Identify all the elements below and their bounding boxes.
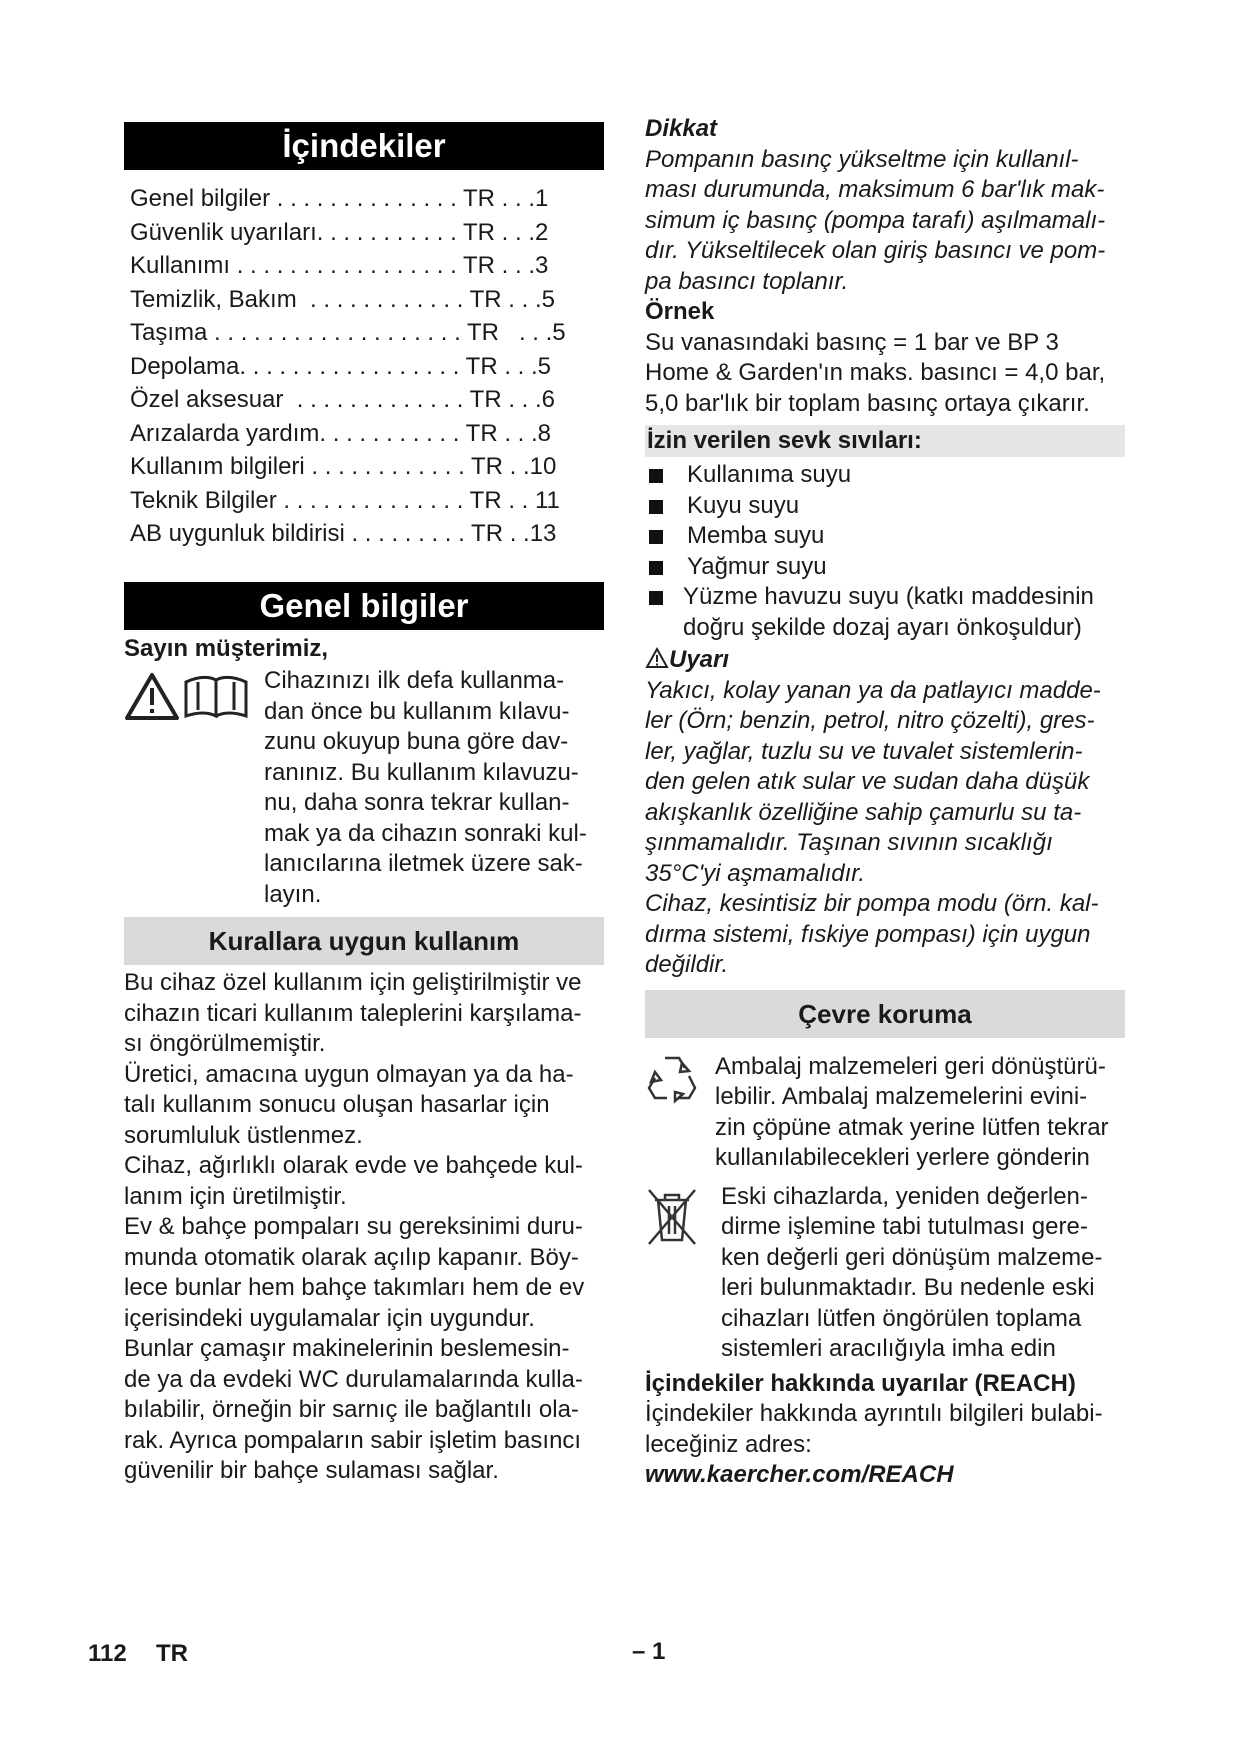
warning-line: değildir.	[645, 951, 729, 978]
proper-use-line: lanım için üretilmiştir.	[124, 1182, 347, 1210]
fluid-item-label: doğru şekilde dozaj ayarı önkoşuldur)	[683, 613, 1082, 641]
recycle-line: Ambalaj malzemeleri geri dönüştürü-	[715, 1052, 1106, 1080]
reach-url[interactable]: www.kaercher.com/REACH	[645, 1461, 954, 1488]
toc-entry: Özel aksesuar . . . . . . . . . . . . . TR . . .6	[130, 386, 556, 413]
proper-use-line: de ya da evdeki WC durulamalarında kulla-	[124, 1365, 583, 1393]
toc-entry: Güvenlik uyarıları. . . . . . . . . . . TR . . .2	[130, 218, 549, 246]
fluid-item	[645, 491, 1125, 522]
bullet-icon	[649, 530, 663, 544]
toc-entry: Taşıma . . . . . . . . . . . . . . . . . . . TR . . .5	[130, 319, 566, 346]
reach-text	[645, 1399, 1125, 1460]
warning-line: den gelen atık sular ve sudan daha düşük	[645, 768, 1090, 795]
table-of-contents	[124, 182, 604, 551]
bullet-icon	[649, 591, 663, 605]
toc-entry: Teknik Bilgiler . . . . . . . . . . . . . . TR . . 11	[130, 486, 560, 514]
fluid-item	[645, 521, 1125, 552]
warning-triangle-icon	[124, 672, 254, 722]
fluid-item	[645, 460, 1125, 491]
caution-line: dır. Yükseltilecek olan giriş basıncı ve pom-	[645, 237, 1106, 264]
warning-line: ler, yağlar, tuzlu su ve tuvalet sistemlerin-	[645, 737, 1083, 765]
example-line: 5,0 bar'lık bir toplam basınç ortaya çıkarır.	[645, 389, 1090, 417]
page-number: 112	[88, 1640, 127, 1667]
reach-line: İçindekiler hakkında ayrıntılı bilgileri bulabi-	[645, 1400, 1103, 1427]
weee-line: dirme işlemine tabi tutulması gere-	[721, 1213, 1088, 1240]
fluid-item-label: Yüzme havuzu suyu (katkı maddesinin	[683, 583, 1094, 610]
warning-line: ler (Örn; benzin, petrol, nitro çözelti), gres-	[645, 707, 1095, 734]
caution-title: Dikkat	[645, 115, 718, 142]
weee-line: ken değerli geri dönüşüm malzeme-	[721, 1243, 1103, 1271]
greeting: Sayın müşterimiz,	[124, 634, 329, 662]
right-column	[645, 114, 1125, 1491]
intro-line: lanıcılarına iletmek üzere sak-	[264, 850, 583, 877]
proper-use-line: bılabilir, örneğin bir sarnıç ile bağlantılı ola-	[124, 1396, 579, 1423]
bullet-icon	[649, 500, 663, 514]
recycle-line: zin çöpüne atmak yerine lütfen tekrar	[715, 1113, 1109, 1141]
fluids-list	[645, 460, 1125, 643]
toc-entry: Arızalarda yardım. . . . . . . . . . . TR . . .8	[130, 419, 552, 447]
toc-entry: AB uygunluk bildirisi . . . . . . . . . TR . .13	[130, 520, 557, 547]
warning-line: 35°C'yi aşmamalıdır.	[645, 859, 866, 887]
crossed-bin-icon	[645, 1186, 699, 1248]
caution-line: Pompanın basınç yükseltme için kullanıl-	[645, 145, 1079, 173]
warning-title: Uyarı	[669, 646, 730, 673]
fluid-item	[645, 552, 1125, 583]
warning-line: dırma sistemi, fıskiye pompası) için uygun	[645, 920, 1091, 948]
warning-line: Yakıcı, kolay yanan ya da patlayıcı madde-	[645, 676, 1101, 704]
section-page: – 1	[632, 1638, 666, 1665]
manual-book-icon	[186, 677, 246, 716]
intro-line: Cihazınızı ilk defa kullanma-	[264, 667, 565, 694]
caution-text	[645, 145, 1125, 298]
fluid-item	[645, 582, 1125, 643]
caution-line: simum iç basınç (pompa tarafı) aşılmamalı-	[645, 206, 1106, 234]
proper-use-title: Kurallara uygun kullanım	[124, 917, 604, 965]
recycle-notice	[645, 1052, 1125, 1174]
weee-notice	[645, 1182, 1125, 1365]
fluid-item-label: Kullanıma suyu	[687, 461, 852, 488]
caution-line: pa basıncı toplanır.	[645, 267, 849, 295]
intro-line: nu, daha sonra tekrar kullan-	[264, 789, 570, 816]
proper-use-line: rak. Ayrıca pompaların sabir işletim basıncı	[124, 1426, 582, 1454]
weee-text	[721, 1182, 1103, 1365]
proper-use-line: talı kullanım sonucu oluşan hasarlar için	[124, 1091, 550, 1118]
toc-title: İçindekiler	[124, 122, 604, 170]
proper-use-line: içerisindeki uygulamalar için uygundur.	[124, 1304, 535, 1332]
toc-entry: Kullanım bilgileri . . . . . . . . . . . . TR . .10	[130, 453, 557, 480]
proper-use-line: munda otomatik olarak açılıp kapanır. Böy-	[124, 1243, 579, 1271]
bullet-icon	[649, 561, 663, 575]
intro-line: mak ya da cihazın sonraki kul-	[264, 819, 587, 847]
fluid-item-label: Yağmur suyu	[687, 552, 827, 580]
toc-entry: Depolama. . . . . . . . . . . . . . . . . TR . . .5	[130, 352, 552, 380]
manual-notice	[124, 666, 604, 910]
toc-entry: Temizlik, Bakım . . . . . . . . . . . . TR . . .5	[130, 285, 555, 313]
warning-heading	[645, 645, 1125, 676]
caution-line: ması durumunda, maksimum 6 bar'lık mak-	[645, 176, 1105, 203]
recycle-text	[715, 1052, 1109, 1174]
environment-title: Çevre koruma	[645, 990, 1125, 1038]
bullet-icon	[649, 469, 663, 483]
proper-use-text	[124, 968, 604, 1487]
warning-text	[645, 676, 1125, 981]
read-manual-icons	[124, 666, 264, 910]
toc-entry: Genel bilgiler . . . . . . . . . . . . . . TR . . .1	[130, 185, 549, 212]
example-line: Su vanasındaki basınç = 1 bar ve BP 3	[645, 328, 1059, 356]
weee-line: cihazları lütfen öngörülen toplama	[721, 1304, 1082, 1332]
reach-line: leceğiniz adres:	[645, 1430, 812, 1458]
intro-line: zunu okuyup buna göre dav-	[264, 728, 569, 755]
toc-entry: Kullanımı . . . . . . . . . . . . . . . . . TR . . .3	[130, 252, 549, 279]
proper-use-line: Cihaz, ağırlıklı olarak evde ve bahçede kul-	[124, 1152, 583, 1179]
example-line: Home & Garden'ın maks. basıncı = 4,0 bar,	[645, 359, 1106, 386]
weee-line: leri bulunmaktadır. Bu nedenle eski	[721, 1274, 1095, 1301]
recycle-line: lebilir. Ambalaj malzemelerini evini-	[715, 1083, 1088, 1110]
proper-use-line: sı öngörülmemiştir.	[124, 1030, 326, 1057]
warning-icon	[645, 647, 669, 669]
weee-line: sistemleri aracılığıyla imha edin	[721, 1335, 1056, 1362]
intro-line: dan önce bu kullanım kılavu-	[264, 697, 570, 725]
language-code: TR	[156, 1640, 188, 1667]
fluids-title: İzin verilen sevk sıvıları:	[645, 425, 1125, 457]
left-column	[124, 122, 604, 1487]
intro-text	[264, 666, 587, 910]
proper-use-line: Bunlar çamaşır makinelerinin beslemesin-	[124, 1335, 570, 1362]
weee-line: Eski cihazlarda, yeniden değerlen-	[721, 1182, 1088, 1210]
proper-use-line: cihazın ticari kullanım taleplerini karşılama-	[124, 999, 582, 1027]
fluid-item-label: Memba suyu	[687, 522, 825, 549]
warning-line: akışkanlık özelliğine sahip çamurlu su ta-	[645, 798, 1082, 826]
proper-use-line: Üretici, amacına uygun olmayan ya da ha-	[124, 1060, 574, 1088]
proper-use-line: güvenilir bir bahçe sulaması sağlar.	[124, 1457, 499, 1484]
warning-line: Cihaz, kesintisiz bir pompa modu (örn. kal-	[645, 890, 1099, 917]
reach-title: İçindekiler hakkında uyarılar (REACH)	[645, 1369, 1076, 1397]
intro-line: layın.	[264, 880, 322, 908]
recycle-icon	[645, 1052, 699, 1104]
intro-line: ranınız. Bu kullanım kılavuzu-	[264, 758, 579, 786]
recycle-line: kullanılabilecekleri yerlere gönderin	[715, 1144, 1090, 1171]
example-text	[645, 328, 1125, 420]
proper-use-line: Ev & bahçe pompaları su gereksinimi duru-	[124, 1213, 583, 1240]
example-title: Örnek	[645, 298, 715, 325]
proper-use-line: sorumluluk üstlenmez.	[124, 1121, 363, 1149]
proper-use-line: lece bunlar hem bahçe takımları hem de ev	[124, 1274, 585, 1301]
proper-use-line: Bu cihaz özel kullanım için geliştirilmiştir ve	[124, 969, 582, 996]
general-title: Genel bilgiler	[124, 582, 604, 630]
warning-line: şınmamalıdır. Taşınan sıvının sıcaklığı	[645, 829, 1053, 856]
fluid-item-label: Kuyu suyu	[687, 491, 800, 519]
